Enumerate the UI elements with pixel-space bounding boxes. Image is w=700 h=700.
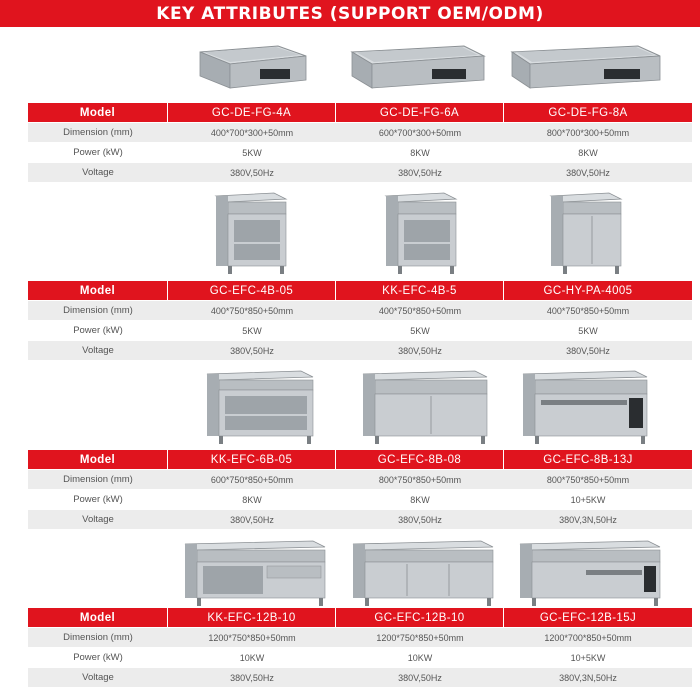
title-banner — [0, 0, 700, 27]
product-image-countertop-griddle-medium — [342, 36, 492, 100]
voltage-row — [28, 341, 692, 360]
dimension-value: 400*700*300+50mm — [210, 127, 294, 138]
power-value: 8KW — [242, 494, 262, 505]
model-label: Model — [28, 281, 168, 300]
voltage-value: 380V,50Hz — [566, 167, 610, 178]
voltage-value: 380V,50Hz — [398, 672, 442, 683]
voltage-label: Voltage — [82, 167, 114, 178]
power-label: Power (kW) — [73, 325, 123, 336]
voltage-row — [28, 163, 692, 182]
page-title: KEY ATTRIBUTES (SUPPORT OEM/ODM) — [156, 3, 544, 24]
product-image-griddle-open-cabinet — [195, 188, 305, 278]
dimension-value: 1200*750*850+50mm — [208, 632, 296, 643]
table-header-row — [28, 103, 692, 122]
dimension-value: 400*750*850+50mm — [210, 305, 294, 316]
product-image-griddle-long-door-cabinet — [348, 537, 498, 609]
power-row — [28, 490, 692, 509]
model-name: GC-EFC-12B-10 — [336, 608, 504, 627]
dimension-value: 1200*750*850+50mm — [376, 632, 464, 643]
voltage-value: 380V,50Hz — [230, 167, 274, 178]
power-value: 5KW — [578, 325, 598, 336]
power-label: Power (kW) — [73, 147, 123, 158]
dimension-row — [28, 628, 692, 647]
model-name: GC-EFC-4B-05 — [168, 281, 336, 300]
power-row — [28, 143, 692, 162]
power-row — [28, 648, 692, 667]
spec-table-2 — [28, 281, 692, 361]
power-value: 8KW — [578, 147, 598, 158]
dimension-value: 1200*700*850+50mm — [544, 632, 632, 643]
product-images-row-4 — [0, 537, 700, 609]
power-value: 10+5KW — [570, 494, 606, 505]
power-value: 5KW — [242, 325, 262, 336]
voltage-value: 380V,50Hz — [230, 672, 274, 683]
voltage-value: 380V,50Hz — [566, 345, 610, 356]
product-image-griddle-closed-cabinet — [530, 188, 640, 278]
model-label: Model — [28, 450, 168, 469]
dimension-row — [28, 301, 692, 320]
product-images-row-1 — [0, 36, 700, 100]
power-value: 10+5KW — [570, 652, 606, 663]
model-name: GC-DE-FG-4A — [168, 103, 336, 122]
model-name: KK-EFC-6B-05 — [168, 450, 336, 469]
power-value: 10KW — [239, 652, 265, 663]
power-value: 10KW — [407, 652, 433, 663]
table-header-row — [28, 281, 692, 300]
dimension-label: Dimension (mm) — [63, 305, 133, 316]
table-header-row — [28, 608, 692, 627]
power-row — [28, 321, 692, 340]
dimension-value: 800*750*850+50mm — [378, 474, 462, 485]
product-image-griddle-open-cabinet — [365, 188, 475, 278]
dimension-value: 400*750*850+50mm — [546, 305, 630, 316]
spec-table-3 — [28, 450, 692, 530]
spec-table-1 — [28, 103, 692, 183]
voltage-label: Voltage — [82, 345, 114, 356]
dimension-value: 600*750*850+50mm — [210, 474, 294, 485]
voltage-label: Voltage — [82, 514, 114, 525]
voltage-value: 380V,50Hz — [398, 167, 442, 178]
power-value: 5KW — [242, 147, 262, 158]
product-image-griddle-door-cabinet — [352, 365, 497, 448]
power-label: Power (kW) — [73, 494, 123, 505]
dimension-value: 600*700*300+50mm — [378, 127, 462, 138]
model-name: GC-DE-FG-6A — [336, 103, 504, 122]
power-value: 8KW — [410, 147, 430, 158]
dimension-value: 800*700*300+50mm — [546, 127, 630, 138]
power-value: 5KW — [410, 325, 430, 336]
power-value: 8KW — [410, 494, 430, 505]
product-images-row-2 — [0, 188, 700, 278]
model-label: Model — [28, 608, 168, 627]
dimension-value: 400*750*850+50mm — [378, 305, 462, 316]
voltage-value: 380V,3N,50Hz — [559, 672, 617, 683]
voltage-row — [28, 510, 692, 529]
model-name: GC-EFC-12B-15J — [539, 611, 637, 624]
product-image-griddle-oven-cabinet — [512, 365, 657, 448]
product-image-griddle-long-oven-cabinet — [515, 537, 665, 609]
product-image-griddle-open-cabinet-wide — [192, 365, 327, 448]
model-name: KK-EFC-4B-5 — [336, 281, 504, 300]
voltage-row — [28, 668, 692, 687]
model-name: GC-HY-PA-4005 — [543, 284, 633, 297]
dimension-label: Dimension (mm) — [63, 632, 133, 643]
voltage-value: 380V,3N,50Hz — [559, 514, 617, 525]
voltage-value: 380V,50Hz — [398, 345, 442, 356]
table-header-row — [28, 450, 692, 469]
dimension-label: Dimension (mm) — [63, 474, 133, 485]
dimension-row — [28, 470, 692, 489]
model-name: GC-DE-FG-8A — [548, 106, 628, 119]
voltage-value: 380V,50Hz — [398, 514, 442, 525]
product-image-countertop-griddle-large — [505, 36, 665, 100]
model-label: Model — [28, 103, 168, 122]
voltage-value: 380V,50Hz — [230, 345, 274, 356]
model-name: GC-EFC-8B-08 — [336, 450, 504, 469]
voltage-label: Voltage — [82, 672, 114, 683]
product-image-countertop-griddle-small — [185, 36, 315, 100]
power-label: Power (kW) — [73, 652, 123, 663]
product-images-row-3 — [0, 365, 700, 448]
dimension-label: Dimension (mm) — [63, 127, 133, 138]
product-image-griddle-long-open-cabinet — [180, 537, 330, 609]
dimension-row — [28, 123, 692, 142]
spec-table-4 — [28, 608, 692, 688]
model-name: KK-EFC-12B-10 — [168, 608, 336, 627]
model-name: GC-EFC-8B-13J — [543, 453, 633, 466]
voltage-value: 380V,50Hz — [230, 514, 274, 525]
dimension-value: 800*750*850+50mm — [546, 474, 630, 485]
